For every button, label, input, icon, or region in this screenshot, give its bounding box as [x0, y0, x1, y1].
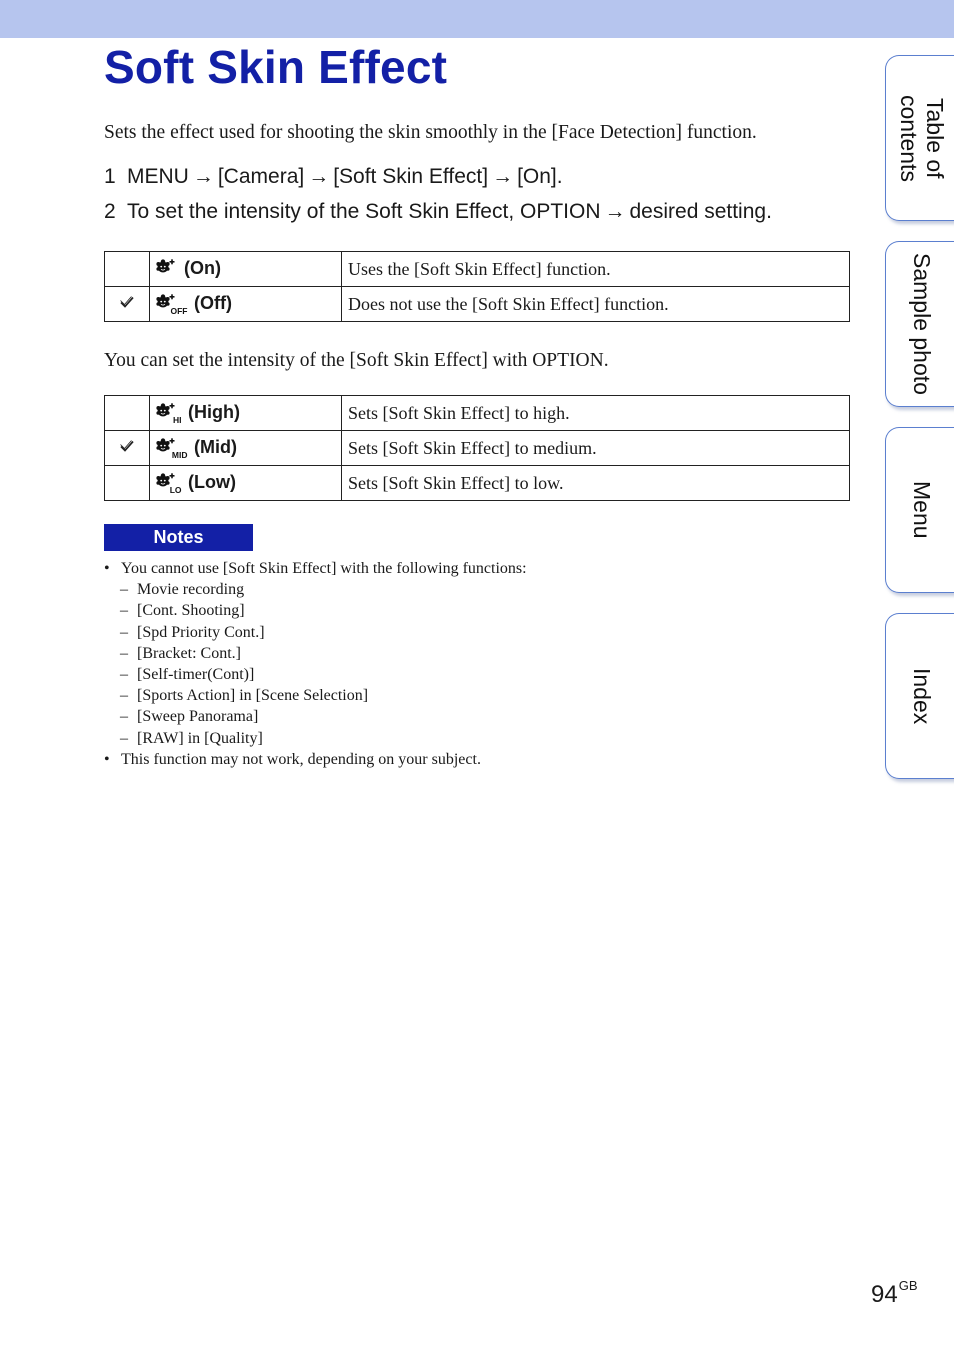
default-marker — [105, 252, 150, 287]
option-label-cell — [150, 431, 342, 466]
icon-subscript: OFF — [170, 306, 188, 316]
tab-label: Menu — [909, 481, 935, 539]
option-label: (High) — [188, 401, 240, 422]
default-marker — [105, 431, 150, 466]
tab-label: Sample photo — [909, 253, 935, 395]
note-item: • You cannot use [Soft Skin Effect] with the following functions: — [104, 558, 527, 579]
step-part: desired setting. — [629, 200, 772, 223]
option-row — [105, 431, 850, 466]
icon-subscript: LO — [169, 485, 182, 495]
default-marker — [105, 287, 150, 322]
notes-badge: Notes — [104, 524, 253, 551]
option-label: (Low) — [188, 471, 236, 492]
intro-text: Sets the effect used for shooting the skin smoothly in the [Face Detection] function. — [104, 122, 757, 143]
intensity-intro: You can set the intensity of the [Soft Skin Effect] with OPTION. — [104, 350, 609, 371]
step-part: To set the intensity of the Soft Skin Effect, OPTION — [127, 200, 601, 223]
option-label-cell — [150, 466, 342, 501]
note-subitem: – [Spd Priority Cont.] — [104, 622, 527, 643]
page-title: Soft Skin Effect — [104, 41, 448, 93]
note-subitem: – [Cont. Shooting] — [104, 600, 527, 621]
arrow-icon: → — [604, 200, 626, 223]
step-number: 2 — [104, 200, 116, 223]
note-subitem: – [Bracket: Cont.] — [104, 643, 527, 664]
icon-subscript: MID — [171, 450, 188, 460]
note-subitem: – [Sweep Panorama] — [104, 706, 527, 727]
notes-list — [104, 558, 527, 770]
tab-sample-photo[interactable] — [885, 241, 954, 407]
page-number-suffix: GB — [898, 1278, 918, 1293]
option-description: Sets [Soft Skin Effect] to low. — [342, 466, 850, 501]
note-item: • This function may not work, depending on your subject. — [104, 749, 527, 770]
soft-skin-high-icon — [156, 402, 182, 424]
step-number: 1 — [104, 165, 116, 188]
step-part: MENU — [127, 165, 189, 188]
option-description: Sets [Soft Skin Effect] to medium. — [342, 431, 850, 466]
option-row — [105, 252, 850, 287]
step-1 — [104, 163, 563, 191]
top-header-bar — [0, 0, 954, 38]
option-label: (Off) — [194, 292, 232, 313]
step-part: [Soft Skin Effect] — [333, 165, 489, 188]
icon-subscript: HI — [173, 415, 182, 425]
default-marker — [105, 396, 150, 431]
step-part: [On]. — [517, 165, 563, 188]
option-row — [105, 466, 850, 501]
page-number — [871, 1278, 918, 1309]
note-subitem: – Movie recording — [104, 579, 527, 600]
note-subitem: – [Self-timer(Cont)] — [104, 664, 527, 685]
tab-index[interactable] — [885, 613, 954, 779]
arrow-icon: → — [308, 165, 330, 188]
arrow-icon: → — [492, 165, 514, 188]
intensity-table — [104, 395, 850, 501]
on-off-table — [104, 251, 850, 322]
tab-label: Table of contents — [896, 94, 948, 182]
option-label: (Mid) — [194, 436, 237, 457]
option-description: Does not use the [Soft Skin Effect] function. — [342, 287, 850, 322]
option-label-cell — [150, 396, 342, 431]
check-icon — [119, 439, 135, 453]
note-subitem: – [RAW] in [Quality] — [104, 728, 527, 749]
option-label-cell — [150, 287, 342, 322]
page-number-value: 94 — [871, 1281, 898, 1308]
option-row — [105, 396, 850, 431]
tab-table-of-contents[interactable] — [885, 55, 954, 221]
soft-skin-low-icon — [156, 472, 182, 494]
step-part: [Camera] — [217, 165, 305, 188]
option-row — [105, 287, 850, 322]
note-subitem: – [Sports Action] in [Scene Selection] — [104, 685, 527, 706]
default-marker — [105, 466, 150, 501]
option-description: Uses the [Soft Skin Effect] function. — [342, 252, 850, 287]
arrow-icon: → — [192, 165, 214, 188]
soft-skin-mid-icon — [156, 437, 188, 459]
option-label-cell — [150, 252, 342, 287]
soft-skin-on-icon — [156, 258, 178, 280]
check-icon — [119, 295, 135, 309]
step-2 — [104, 198, 772, 226]
tab-menu[interactable] — [885, 427, 954, 593]
soft-skin-off-icon — [156, 293, 188, 315]
tab-label: Index — [909, 667, 935, 725]
option-label: (On) — [184, 257, 221, 278]
option-description: Sets [Soft Skin Effect] to high. — [342, 396, 850, 431]
